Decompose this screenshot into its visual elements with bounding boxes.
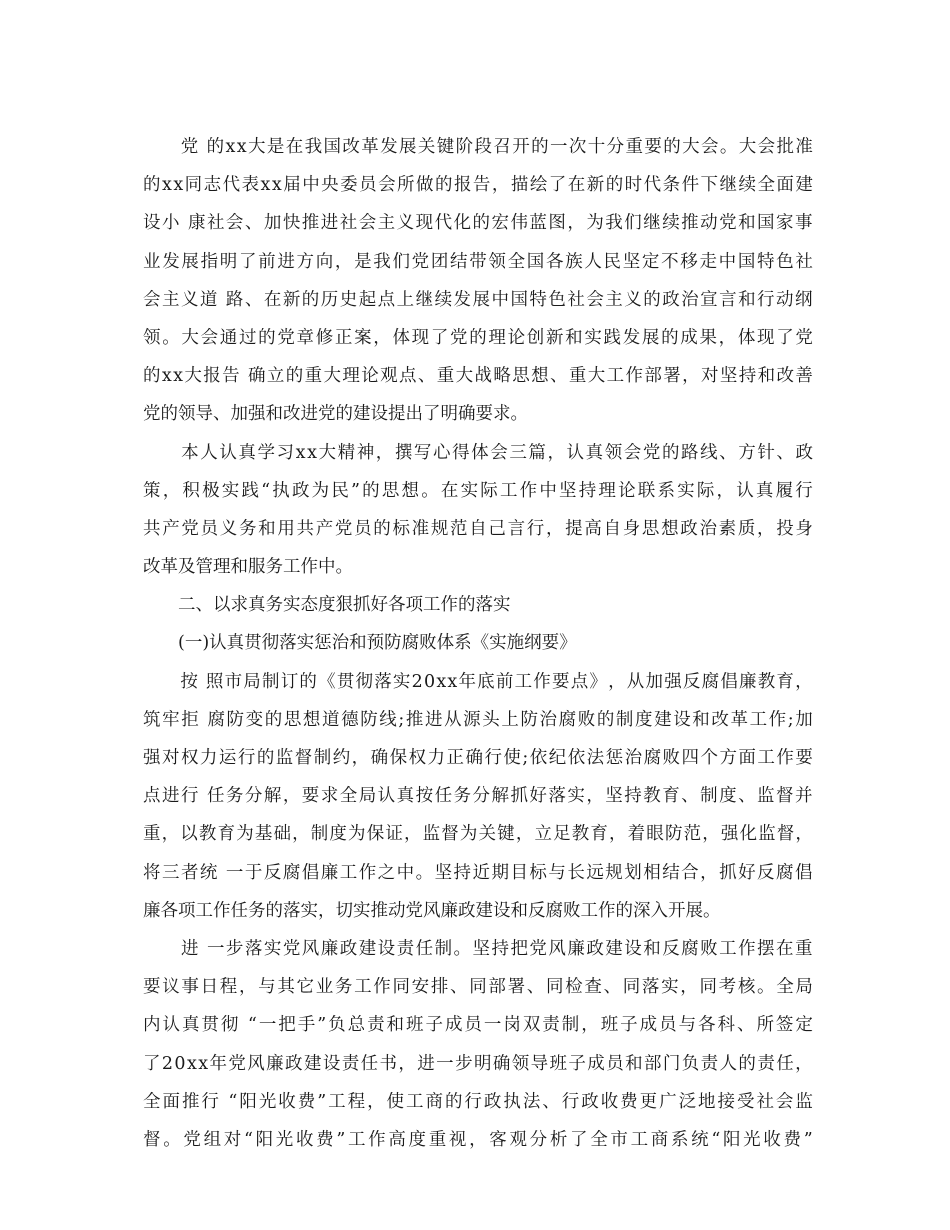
text-line: 重 ， 以 教 育 为 基 础 ， 制 度 为 保 证 ， 监 督 为 关 键 ， 立 足 教 育 ， 着 眼 防 范 ， 强 化 监 督 ， <box>143 824 813 845</box>
text-line: 全 面 推 行 “ 阳 光 收 费 ” 工 程 ， 使 工 商 的 行 政 执 法 、 行 政 收 费 更 广 泛 地 接 受 社 会 监 <box>143 1091 813 1112</box>
text-line: 二 、 以 求 真 务 实 态 度 狠 抓 好 各 项 工 作 的 落 实 <box>178 595 511 616</box>
text-line: 策 ， 积 极 实 践 “ 执 政 为 民 ” 的 思 想 。 在 实 际 工 作 中 坚 持 理 论 联 系 实 际 ， 认 真 履 行 <box>143 480 813 501</box>
text-line: 督 。 党 组 对 “ 阳 光 收 费 ” 工 作 高 度 重 视 ， 客 观 分 析 了 全 市 工 商 系 统 “ 阳 光 收 费 ” <box>143 1129 813 1150</box>
text-line: 要 议 事 日 程 ， 与 其 它 业 务 工 作 同 安 排 、 同 部 署 、 同 检 查 、 同 落 实 ， 同 考 核 。 全 局 <box>143 977 813 998</box>
text-line: 党 的 领 导 、 加 强 和 改 进 党 的 建 设 提 出 了 明 确 要 求 。 <box>143 404 528 425</box>
text-line: 了 2 0 x x 年 党 风 廉 政 建 设 责 任 书 ， 进 一 步 明 确 领 导 班 子 成 员 和 部 门 负 责 人 的 责 任 ， <box>143 1053 813 1074</box>
text-line: 改 革 及 管 理 和 服 务 工 作 中 。 <box>143 557 353 578</box>
text-line: 内 认 真 贯 彻 “ 一 把 手 ” 负 总 责 和 班 子 成 员 一 岗 双 责 制 ， 班 子 成 员 与 各 科 、 所 签 定 <box>143 1015 813 1036</box>
text-line: 筑 牢 拒 腐 防 变 的 思 想 道 德 防 线 ; 推 进 从 源 头 上 防 治 腐 败 的 制 度 建 设 和 改 革 工 作 ; 加 <box>143 709 813 730</box>
text-line: 党 的 x x 大 是 在 我 国 改 革 发 展 关 键 阶 段 召 开 的 一 次 十 分 重 要 的 大 会 。 大 会 批 准 <box>180 137 813 157</box>
text-line: 点 进 行 任 务 分 解 ， 要 求 全 局 认 真 按 任 务 分 解 抓 好 落 实 ， 坚 持 教 育 、 制 度 、 监 督 并 <box>143 786 813 807</box>
text-line: 强 对 权 力 运 行 的 监 督 制 约 ， 确 保 权 力 正 确 行 使 ; 依 纪 依 法 惩 治 腐 败 四 个 方 面 工 作 要 <box>143 748 813 768</box>
text-line: 廉 各 项 工 作 任 务 的 落 实 ， 切 实 推 动 党 风 廉 政 建 设 和 反 腐 败 工 作 的 深 入 开 展 。 <box>143 900 721 921</box>
text-line: 业 发 展 指 明 了 前 进 方 向 ， 是 我 们 党 团 结 带 领 全 国 各 族 人 民 坚 定 不 移 走 中 国 特 色 社 <box>143 251 813 272</box>
text-line: 设 小 康 社 会 、 加 快 推 进 社 会 主 义 现 代 化 的 宏 伟 蓝 图 ， 为 我 们 继 续 推 动 党 和 国 家 事 <box>143 213 813 234</box>
text-line: ( 一 ) 认 真 贯 彻 落 实 惩 治 和 预 防 腐 败 体 系 《 实 施 纲 要 》 <box>178 633 577 654</box>
text-line: 将 三 者 统 一 于 反 腐 倡 廉 工 作 之 中 。 坚 持 近 期 目 标 与 长 远 规 划 相 结 合 ， 抓 好 反 腐 倡 <box>143 862 813 883</box>
text-line: 本 人 认 真 学 习 x x 大 精 神 ， 撰 写 心 得 体 会 三 篇 ， 认 真 领 会 党 的 路 线 、 方 针 、 政 <box>181 442 813 463</box>
text-line: 会 主 义 道 路 、 在 新 的 历 史 起 点 上 继 续 发 展 中 国 特 色 社 会 主 义 的 政 治 宣 言 和 行 动 纲 <box>143 289 813 310</box>
text-line: 按 照 市 局 制 订 的 《 贯 彻 落 实 2 0 x x 年 底 前 工 作 要 点 》 ， 从 加 强 反 腐 倡 廉 教 育 ， <box>180 671 813 692</box>
text-line: 进 一 步 落 实 党 风 廉 政 建 设 责 任 制 。 坚 持 把 党 风 廉 政 建 设 和 反 腐 败 工 作 摆 在 重 <box>180 938 813 959</box>
document-body <box>143 128 813 1159</box>
text-line: 的 x x 同 志 代 表 x x 届 中 央 委 员 会 所 做 的 报 告 ， 描 绘 了 在 新 的 时 代 条 件 下 继 续 全 面 建 <box>143 175 813 196</box>
text-line: 共 产 党 员 义 务 和 用 共 产 党 员 的 标 准 规 范 自 己 言 行 ， 提 高 自 身 思 想 政 治 素 质 ， 投 身 <box>143 518 813 539</box>
text-line: 的 x x 大 报 告 确 立 的 重 大 理 论 观 点 、 重 大 战 略 思 想 、 重 大 工 作 部 署 ， 对 坚 持 和 改 善 <box>143 366 813 387</box>
text-line: 领 。 大 会 通 过 的 党 章 修 正 案 ， 体 现 了 党 的 理 论 创 新 和 实 践 发 展 的 成 果 ， 体 现 了 党 <box>143 327 813 348</box>
